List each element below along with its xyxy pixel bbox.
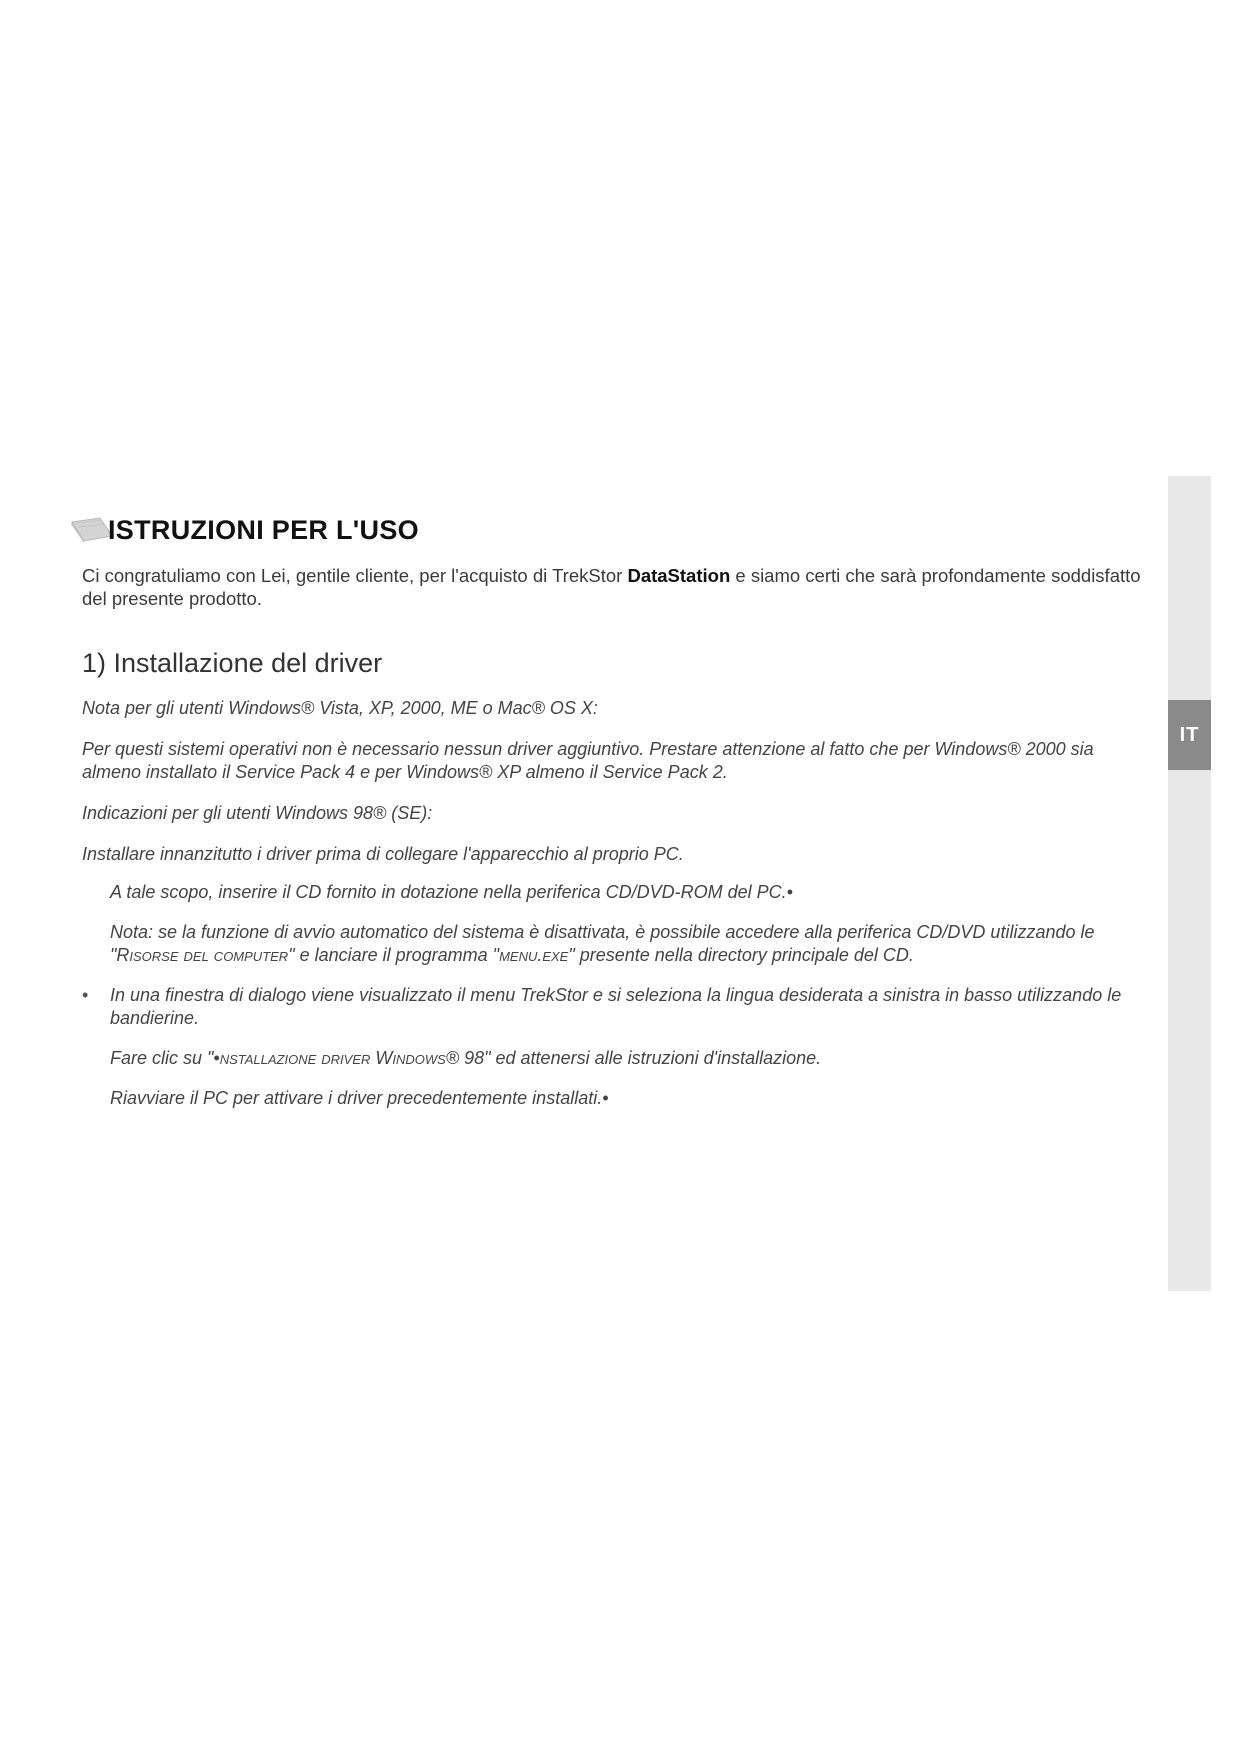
step-insert-cd: A tale scopo, inserire il CD fornito in dotazione nella periferica CD/DVD-ROM del PC.• [110,882,793,902]
step2-text-b: " e lanciare il programma " [288,945,500,965]
side-strip [1168,476,1211,1291]
step3-text: In una finestra di dialogo viene visualizzato il menu TrekStor e si seleziona la lingua desiderata a sinistra in basso utilizzando le bandierine. [110,985,1122,1028]
step2-text-c: " presente nella directory principale del CD. [568,945,914,965]
page-content [82,512,1152,1110]
language-tab: IT [1168,700,1211,770]
step-click-install [82,1047,1152,1070]
step-restart-pc: Riavviare il PC per attivare i driver precedentemente installati.• [110,1088,609,1108]
install-driver-label: •nstallazione driver Windows [213,1048,446,1068]
note-title: Nota per gli utenti Windows® Vista, XP, 2000, ME o Mac® OS X: [82,698,598,718]
step4-text-b: ® 98" ed attenersi alle istruzioni d'installazione. [445,1048,822,1068]
risorse-label: Risorse del computer [116,945,289,965]
menu-exe-label: menu.exe [499,945,569,965]
intro-paragraph [82,564,1152,610]
section-title: 1) Installazione del driver [82,648,383,678]
page-title: ISTRUZIONI PER L'USO [108,515,419,545]
step-select-language [82,984,1152,1030]
product-name: DataStation [627,565,731,586]
step-autorun-note [82,921,1152,967]
intro-text-after: e siamo certi che sarà profondamente soddisfatto del presente prodotto. [82,565,1141,609]
step2-text-a: Nota: se la funzione di avvio automatico del sistema è disattivata, è possibile accedere alla periferica CD/DVD utilizzando le " [110,922,1095,965]
heading-row [82,512,1152,556]
requirements-paragraph: Per questi sistemi operativi non è necessario nessun driver aggiuntivo. Prestare attenzione al fatto che per Windows® 2000 sia almeno installato il Service Pack 4 e per Windows® XP almeno il Service Pack 2. [82,739,1094,782]
intro-text-before: Ci congratuliamo con Lei, gentile cliente, per l'acquisto di TrekStor [82,565,628,586]
bullet-icon: • [82,985,89,1005]
install-first-paragraph: Installare innanzitutto i driver prima di collegare l'apparecchio al proprio PC. [82,844,684,864]
step4-text-a: Fare clic su " [110,1048,214,1068]
win98-title: Indicazioni per gli utenti Windows 98® (SE): [82,803,433,823]
